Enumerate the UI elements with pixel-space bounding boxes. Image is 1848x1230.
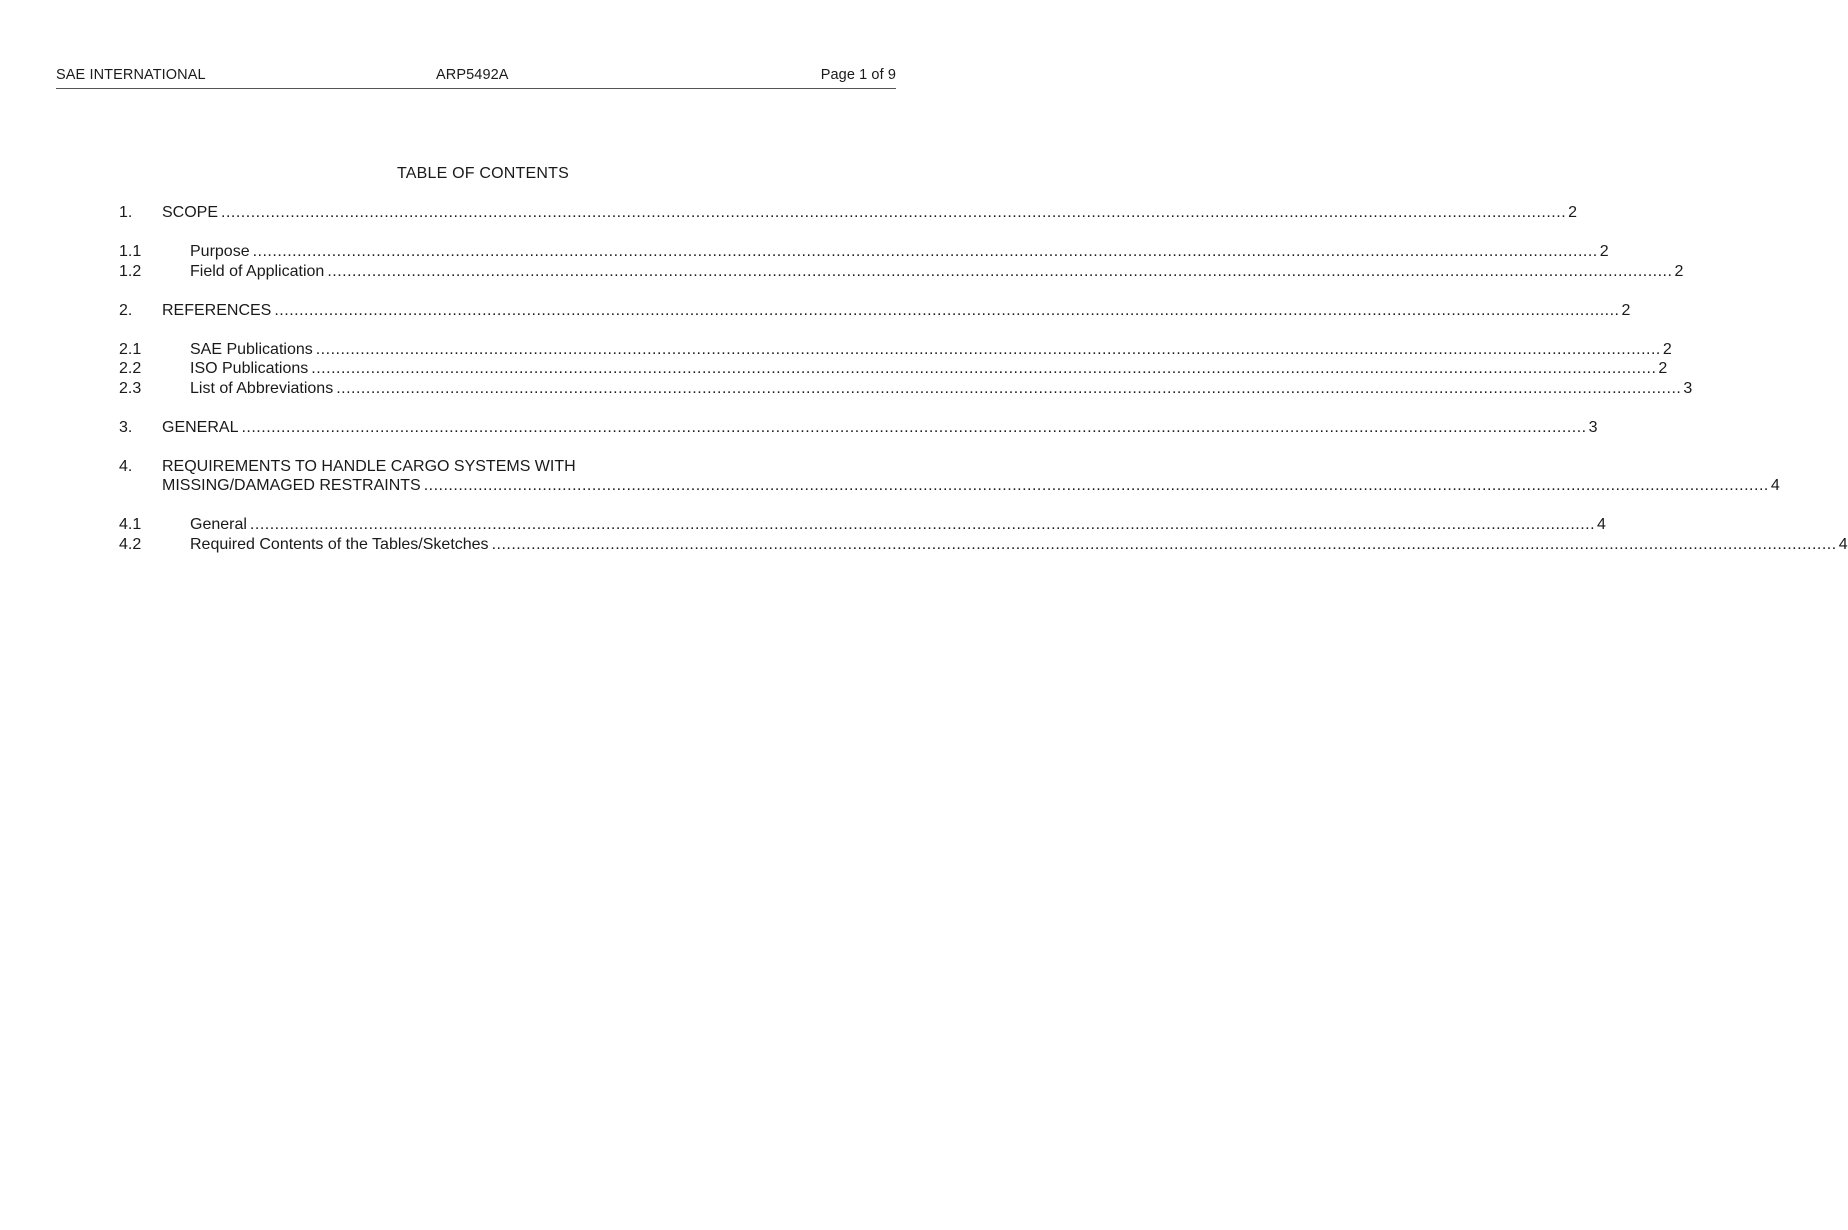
toc-entry-number: 1. [119, 204, 133, 221]
toc-entry-number: 1.2 [119, 262, 142, 280]
toc-entry-required-contents[interactable] [119, 535, 1848, 555]
toc-entry-page: 2 [1674, 262, 1684, 280]
toc-entry-page: 2 [1621, 301, 1631, 319]
toc-entry-number: 3. [119, 418, 133, 436]
toc-entry-number: 4.2 [119, 535, 142, 553]
toc-entry-general[interactable] [119, 418, 1598, 438]
toc-entry-page: 2 [1568, 204, 1578, 221]
dot-leader [274, 301, 1619, 321]
toc-entry-title: Field of Application [190, 262, 325, 280]
toc-entry-title: REFERENCES [162, 301, 272, 319]
dot-leader [424, 476, 1769, 496]
dot-leader [221, 203, 1566, 223]
toc-entry-title-line2: MISSING/DAMAGED RESTRAINTS [162, 477, 421, 494]
dot-leader [316, 340, 1661, 360]
dot-leader [327, 262, 1672, 282]
toc-entry-title: Purpose [190, 243, 250, 260]
toc-entry-page: 2 [1658, 360, 1668, 377]
table-of-contents [119, 203, 1848, 554]
dot-leader [311, 359, 1656, 379]
toc-entry-page: 4 [1770, 477, 1780, 494]
toc-entry-page: 4 [1597, 516, 1606, 533]
toc-entry-number: 4.1 [119, 516, 142, 533]
toc-entry-title: GENERAL [162, 418, 239, 436]
toc-entry-references[interactable] [119, 301, 1631, 321]
toc-entry-requirements[interactable] [119, 457, 1780, 496]
toc-entry-page: 3 [1588, 418, 1598, 436]
toc-entry-list-of-abbreviations[interactable] [119, 379, 1693, 399]
toc-entry-field-of-application[interactable] [119, 262, 1684, 282]
toc-entry-title: SAE Publications [190, 340, 313, 358]
toc-entry-title-line1: REQUIREMENTS TO HANDLE CARGO SYSTEMS WITH [162, 457, 576, 475]
toc-title: TABLE OF CONTENTS [396, 165, 569, 182]
toc-entry-page: 2 [1662, 340, 1672, 358]
header-page-indicator: Page 1 of 9 [820, 67, 896, 83]
toc-entry-page: 3 [1683, 379, 1693, 397]
header-document-number: ARP5492A [436, 67, 509, 83]
toc-entry-number: 2. [119, 301, 133, 319]
dot-leader [250, 515, 1595, 535]
toc-entry-general-4-1[interactable] [119, 515, 1606, 535]
dot-leader [492, 535, 1837, 555]
toc-entry-title: List of Abbreviations [190, 379, 334, 397]
page-header [56, 66, 896, 89]
toc-entry-iso-publications[interactable] [119, 359, 1668, 379]
dot-leader [336, 379, 1681, 399]
toc-entry-title: General [190, 516, 247, 533]
toc-entry-number: 4. [119, 457, 133, 475]
toc-entry-number: 2.1 [119, 340, 142, 358]
toc-entry-page: 2 [1599, 243, 1609, 260]
toc-entry-purpose[interactable] [119, 242, 1609, 262]
toc-entry-scope[interactable] [119, 203, 1578, 223]
toc-entry-number: 2.2 [119, 360, 142, 377]
toc-entry-title: Required Contents of the Tables/Sketches [190, 535, 489, 553]
dot-leader [253, 242, 1598, 262]
toc-entry-page: 4 [1838, 535, 1848, 553]
toc-entry-number: 2.3 [119, 379, 142, 397]
dot-leader [241, 418, 1586, 438]
toc-entry-title: ISO Publications [190, 360, 309, 377]
header-organization: SAE INTERNATIONAL [56, 67, 206, 83]
toc-entry-sae-publications[interactable] [119, 340, 1672, 360]
toc-entry-number: 1.1 [119, 243, 142, 260]
toc-entry-title: SCOPE [162, 204, 219, 221]
